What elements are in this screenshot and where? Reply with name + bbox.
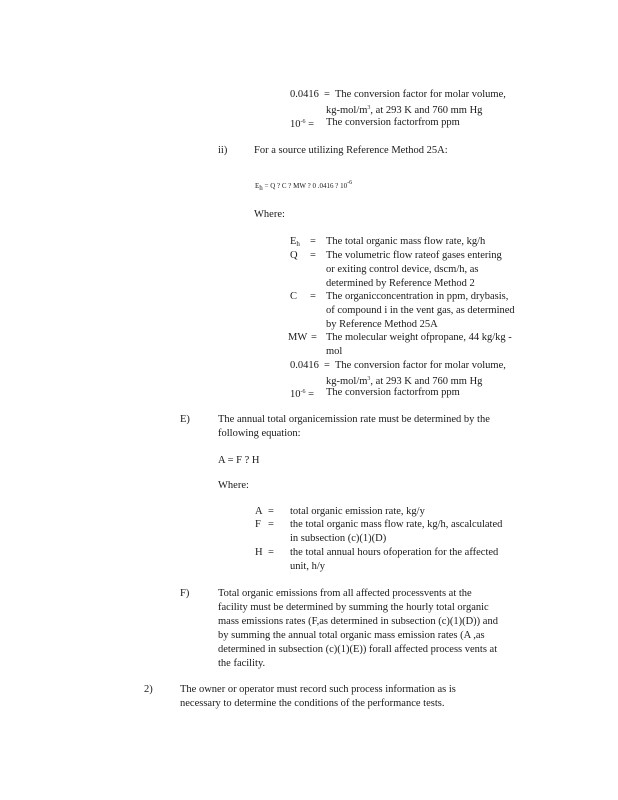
item-text: determined in subsection (c)(1)(E)) forall affected process vents at: [218, 644, 498, 655]
item-label: E): [180, 414, 190, 425]
item-text: by summing the annual total organic mass emission rates (A ,as: [218, 630, 485, 641]
def-text: The volumetric flow rateof gases entering: [326, 250, 502, 261]
def-term: $E_h$: [290, 236, 300, 248]
def-text: The conversion factorfrom ppm: [326, 117, 460, 128]
def-eq: =: [310, 250, 316, 261]
def-text: unit, h/y: [290, 561, 326, 572]
def-text-line2: $kg-mol/m^3$, at 293 K and 760 mm Hg: [326, 105, 483, 116]
equation: Eh = Q ? C ? MW ? 0 .0416 ? 10-6: [255, 180, 353, 192]
where-label: Where:: [218, 480, 249, 491]
def-eq: =: [268, 547, 274, 558]
equation: A = F ? H: [218, 455, 260, 466]
def-term: MW: [288, 332, 308, 343]
item-text: following equation:: [218, 428, 301, 439]
def-term: $10^{-6}$ =: [290, 389, 315, 400]
def-text: The conversion factor for molar volume,: [335, 89, 506, 100]
def-term: 0.0416: [290, 89, 319, 100]
def-term: $10^{-6}$ =: [290, 119, 315, 130]
def-text: the total annual hours ofoperation for the affected: [290, 547, 499, 558]
def-term: 0.0416: [290, 360, 319, 371]
def-text: total organic emission rate, kg/y: [290, 506, 425, 517]
item-text: For a source utilizing Reference Method 25A:: [254, 145, 448, 156]
def-term: H: [255, 547, 263, 558]
def-text: of compound i in the vent gas, as determined: [326, 305, 515, 316]
item-text: the facility.: [218, 658, 266, 669]
def-text-line2: $kg-mol/m^3$, at 293 K and 760 mm Hg: [326, 376, 483, 387]
def-term: Q: [290, 250, 298, 261]
item-label: ii): [218, 145, 228, 156]
def-eq: =: [268, 519, 274, 530]
item-label: 2): [144, 684, 153, 695]
def-eq: =: [310, 291, 316, 302]
def-text: The conversion factor for molar volume,: [335, 360, 506, 371]
def-term: A: [255, 506, 263, 517]
def-text: by Reference Method 25A: [326, 319, 438, 330]
item-text: The annual total organicemission rate must be determined by the: [218, 414, 490, 425]
def-text: in subsection (c)(1)(D): [290, 533, 387, 544]
item-label: F): [180, 588, 190, 599]
def-text: or exiting control device, dscm/h, as: [326, 264, 479, 275]
def-text: mol: [326, 346, 343, 357]
def-term: C: [290, 291, 298, 302]
item-text: The owner or operator must record such process information as is: [180, 684, 456, 695]
def-eq: =: [324, 89, 330, 100]
item-text: mass emissions rates (F,as determined in subsection (c)(1)(D)) and: [218, 616, 498, 627]
def-text: determined by Reference Method 2: [326, 278, 475, 289]
def-eq: =: [311, 332, 317, 343]
def-eq: =: [310, 236, 316, 247]
def-eq: =: [268, 506, 274, 517]
item-text: necessary to determine the conditions of the performance tests.: [180, 698, 445, 709]
def-term: F: [255, 519, 261, 530]
def-text: the total organic mass flow rate, kg/h, ascalculated: [290, 519, 503, 530]
def-text: The molecular weight ofpropane, 44 kg/kg -: [326, 332, 512, 343]
item-text: Total organic emissions from all affected processvents at the: [218, 588, 472, 599]
def-text: The total organic mass flow rate, kg/h: [326, 236, 486, 247]
item-text: facility must be determined by summing the hourly total organic: [218, 602, 489, 613]
def-text: The organicconcentration in ppm, drybasis,: [326, 291, 509, 302]
where-label: Where:: [254, 209, 285, 220]
def-text: The conversion factorfrom ppm: [326, 387, 460, 398]
def-eq: =: [324, 360, 330, 371]
